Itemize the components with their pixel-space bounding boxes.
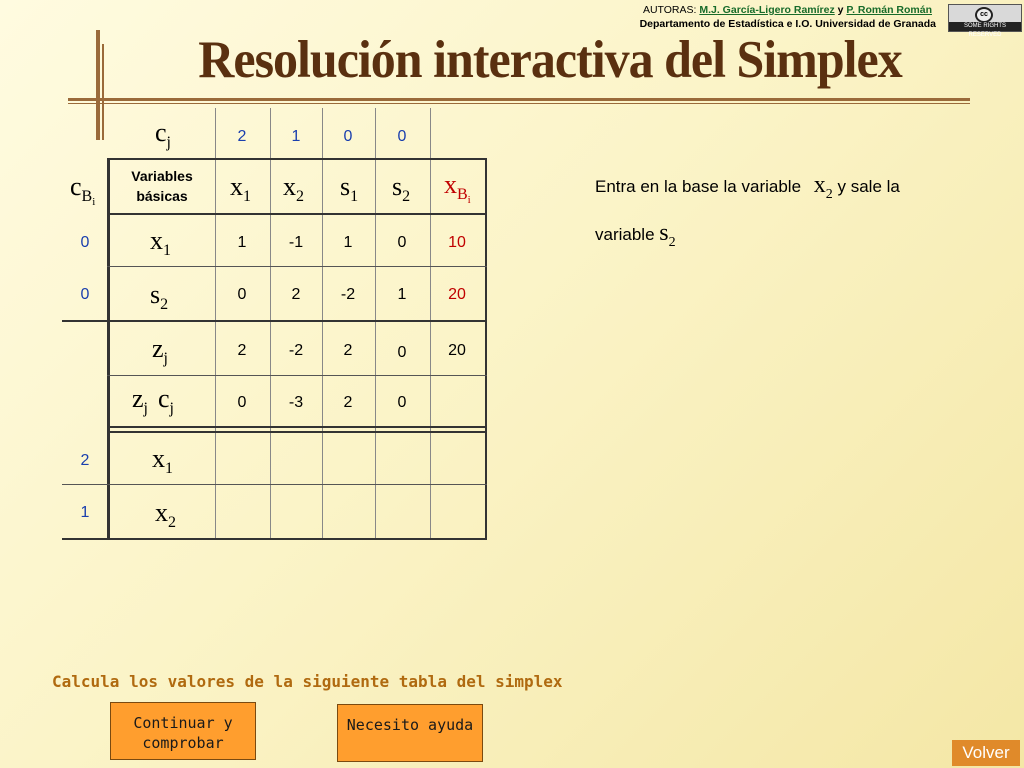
next-table-cell[interactable] [271,486,321,537]
next-table-cell[interactable] [376,433,429,483]
table-cell: 1 [397,286,407,303]
zc-value: 0 [237,394,247,411]
table-cell: 0 [237,286,247,303]
next-cb-value: 1 [80,504,90,521]
next-basic-var: $x_1$ [152,444,173,478]
next-basic-var: $x_2$ [155,498,176,532]
authors-prefix: AUTORAS: [642,4,697,16]
next-table-cell[interactable] [271,433,321,483]
grid-line [107,426,487,428]
cc-icon: cc [975,7,993,23]
grid-line [62,538,487,540]
basic-vars-header: Variables básicas [131,168,193,204]
next-table-cell[interactable] [323,486,374,537]
cb-value: 0 [80,234,90,251]
xb-value: 20 [448,286,466,303]
zj-value: -2 [288,342,304,359]
help-button[interactable]: Necesito ayuda [337,704,483,762]
xb-header: $x_{B_i}$ [444,170,471,207]
cb-value: 0 [80,286,90,303]
info-text: y sale la [837,177,900,196]
title-decoration [96,30,100,140]
next-table-cell[interactable] [376,486,429,537]
title-underline [68,103,970,104]
table-right-border [485,158,487,538]
cj-value: 0 [397,128,407,145]
department: Departamento de Estadística e I.O. Universidad de Granada [639,18,936,30]
table-left-border [107,158,110,538]
title-underline [68,98,970,101]
column-header: $x_2$ [283,172,304,206]
cj-value: 2 [237,128,247,145]
table-cell: 2 [291,286,301,303]
back-button[interactable]: Volver [952,740,1020,766]
zj-minus-cj-label: $z_j$ $c_j$ [132,384,174,418]
table-cell: 0 [397,234,407,251]
cb-label: $c_{B_i}$ [70,172,96,209]
next-table-cell[interactable] [216,486,269,537]
authors-credit [610,3,940,31]
grid-line [107,266,487,267]
table-cell: -1 [288,234,304,251]
page-title: Resolución interactiva del Simplex [198,29,902,89]
basic-var: $x_1$ [150,226,171,260]
cj-value: 1 [291,128,301,145]
zj-label: $z_j$ [152,334,168,368]
title-decoration [102,44,104,140]
next-cb-value: 2 [80,452,90,469]
entering-variable: $x_2$ [813,172,833,202]
next-table-cell[interactable] [431,486,484,537]
next-table-cell[interactable] [216,433,269,483]
zc-value: -3 [288,394,304,411]
zj-value: 0 [397,344,407,361]
cj-label: $c_j$ [155,118,171,152]
info-text: Entra en la base la variable [595,177,802,196]
xb-value: 10 [448,234,466,251]
grid-line [107,158,487,160]
basic-var: $s_2$ [150,280,169,314]
zc-value: 2 [343,394,353,411]
instruction-prompt: Calcula los valores de la siguiente tabla del simplex [52,672,563,691]
column-header: $s_2$ [392,172,411,206]
info-text: variable [595,224,655,244]
grid-line [62,320,487,322]
next-table-cell[interactable] [323,433,374,483]
continue-check-button[interactable]: Continuar y comprobar [110,702,256,760]
leaving-variable: $s_2$ [659,219,676,250]
grid-line [107,213,487,215]
authors-and: y [837,4,844,16]
zj-value: 2 [343,342,353,359]
table-cell: -2 [340,286,356,303]
author-link-2[interactable]: P. Román Román [846,4,932,16]
column-header: $x_1$ [230,172,251,206]
table-cell: 1 [343,234,353,251]
column-header: $s_1$ [340,172,359,206]
grid-line [107,375,487,376]
pivot-info [595,166,995,262]
zj-total: 20 [448,342,466,359]
table-cell: 1 [237,234,247,251]
author-link-1[interactable]: M.J. García-Ligero Ramírez [699,4,835,16]
grid-line [62,484,487,485]
cc-label: SOME RIGHTS RESERVED [949,22,1021,31]
next-table-cell[interactable] [431,433,484,483]
zc-value: 0 [397,394,407,411]
cj-value: 0 [343,128,353,145]
zj-value: 2 [237,342,247,359]
cc-license-badge[interactable] [948,4,1022,38]
